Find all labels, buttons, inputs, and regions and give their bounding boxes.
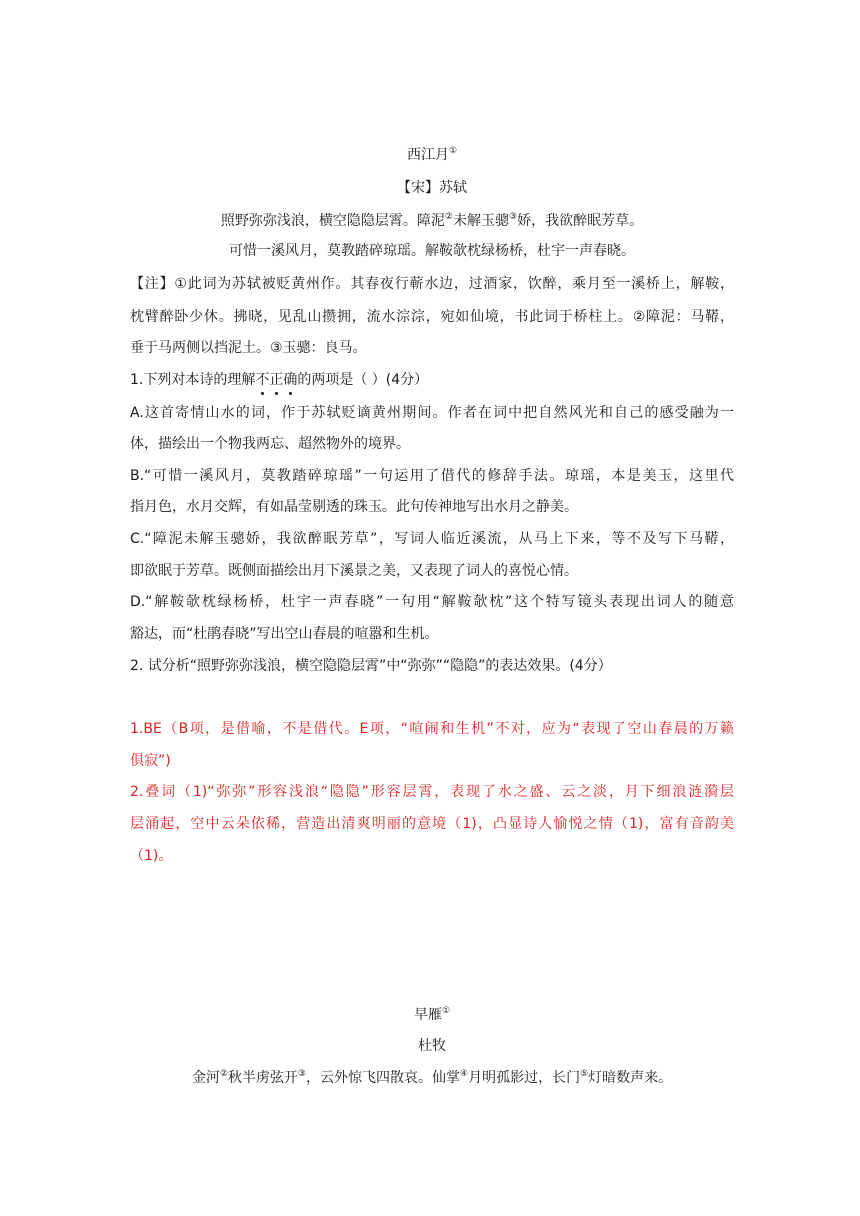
- emphasis-char: 不: [255, 372, 270, 388]
- poem2-author: 杜牧: [418, 1038, 446, 1054]
- option-b-line: B.“可惜一溪风月，莫教踏碎琼瑶”一句运用了借代的修辞手法。琼瑶，本是美玉，这里代: [130, 468, 734, 484]
- poem1-author: 【宋】苏轼: [397, 180, 467, 196]
- option-d-line: D.“解鞍欹枕绿杨桥，杜宇一声春晓”一句用“解鞍欹枕”这个特写镜头表现出词人的随意: [130, 594, 734, 610]
- option-b-line: 指月色，水月交辉，有如晶莹剔透的珠玉。此句传神地写出水月之静美。: [130, 499, 578, 515]
- answer-2-line: （1)。: [130, 848, 173, 864]
- poem2-title: 早雁①: [413, 1006, 451, 1023]
- question-1: 1.下列对本诗的理解不正确的两项是（ ）(4分）: [130, 372, 429, 388]
- option-a-line: 体，描绘出一个物我两忘、超然物外的境界。: [130, 436, 410, 452]
- answer-2-line: 层涌起，空中云朵依稀，营造出清爽明丽的意境（1)，凸显诗人愉悦之情（1)，富有音韵美: [130, 816, 734, 832]
- option-c-line: C.“障泥未解玉骢娇，我欲醉眠芳草”，写词人临近溪流，从马上下来，等不及写下马鞯，: [130, 531, 734, 547]
- poem2-verse: 金河②秋半虏弦开③，云外惊飞四散哀。仙掌④月明孤影过，长门⑤灯暗数声来。: [191, 1069, 673, 1086]
- answer-2-line: 2.叠词（1)“弥弥”形容浅浪“隐隐”形容层霄，表现了水之盛、云之淡，月下细浪涟漪层: [130, 784, 734, 800]
- poem1-note-line: 【注】①此词为苏轼被贬黄州作。其春夜行蕲水边，过酒家，饮醉，乘月至一溪桥上，解鞍，: [130, 276, 734, 292]
- footnote-marker: ①: [448, 146, 458, 156]
- emphasis-char: 正: [269, 372, 284, 388]
- question-2: 2. 试分析“照野弥弥浅浪，横空隐隐层霄”中“弥弥”“隐隐”的表达效果。(4分）: [130, 658, 612, 674]
- answer-1-line: 1.BE（B项，是借喻，不是借代。E项，“喧闹和生机”不对，应为“表现了空山春晨的万籁: [130, 721, 734, 737]
- option-a-line: A.这首寄情山水的词，作于苏轼贬谪黄州期间。作者在词中把自然风光和自己的感受融为一: [130, 405, 734, 421]
- emphasis-char: 确: [283, 372, 298, 388]
- footnote-marker: ①: [441, 1006, 451, 1016]
- poem1-verse-1: 照野弥弥浅浪，横空隐隐层霄。障泥②未解玉骢③娇，我欲醉眠芳草。: [220, 212, 644, 229]
- poem1-verse-2: 可惜一溪风月，莫教踏碎琼瑶。解鞍欹枕绿杨桥，杜宇一声春晓。: [229, 243, 635, 259]
- poem1-title: 西江月①: [406, 146, 458, 163]
- document-page: [130, 0, 734, 1216]
- option-c-line: 即欲眠于芳草。既侧面描绘出月下溪景之美，又表现了词人的喜悦心情。: [130, 563, 578, 579]
- poem1-note-line: 垂于马两侧以挡泥土。③玉骢：良马。: [130, 340, 367, 356]
- poem1-note-line: 枕臂醉卧少休。拂晓，见乱山攒拥，流水淙淙，宛如仙境，书此词于桥柱上。②障泥：马鞯，: [130, 309, 734, 325]
- option-d-line: 豁达，而“杜鹃春晓”写出空山春晨的喧嚣和生机。: [130, 626, 439, 642]
- answer-1-line: 俱寂”): [130, 753, 171, 769]
